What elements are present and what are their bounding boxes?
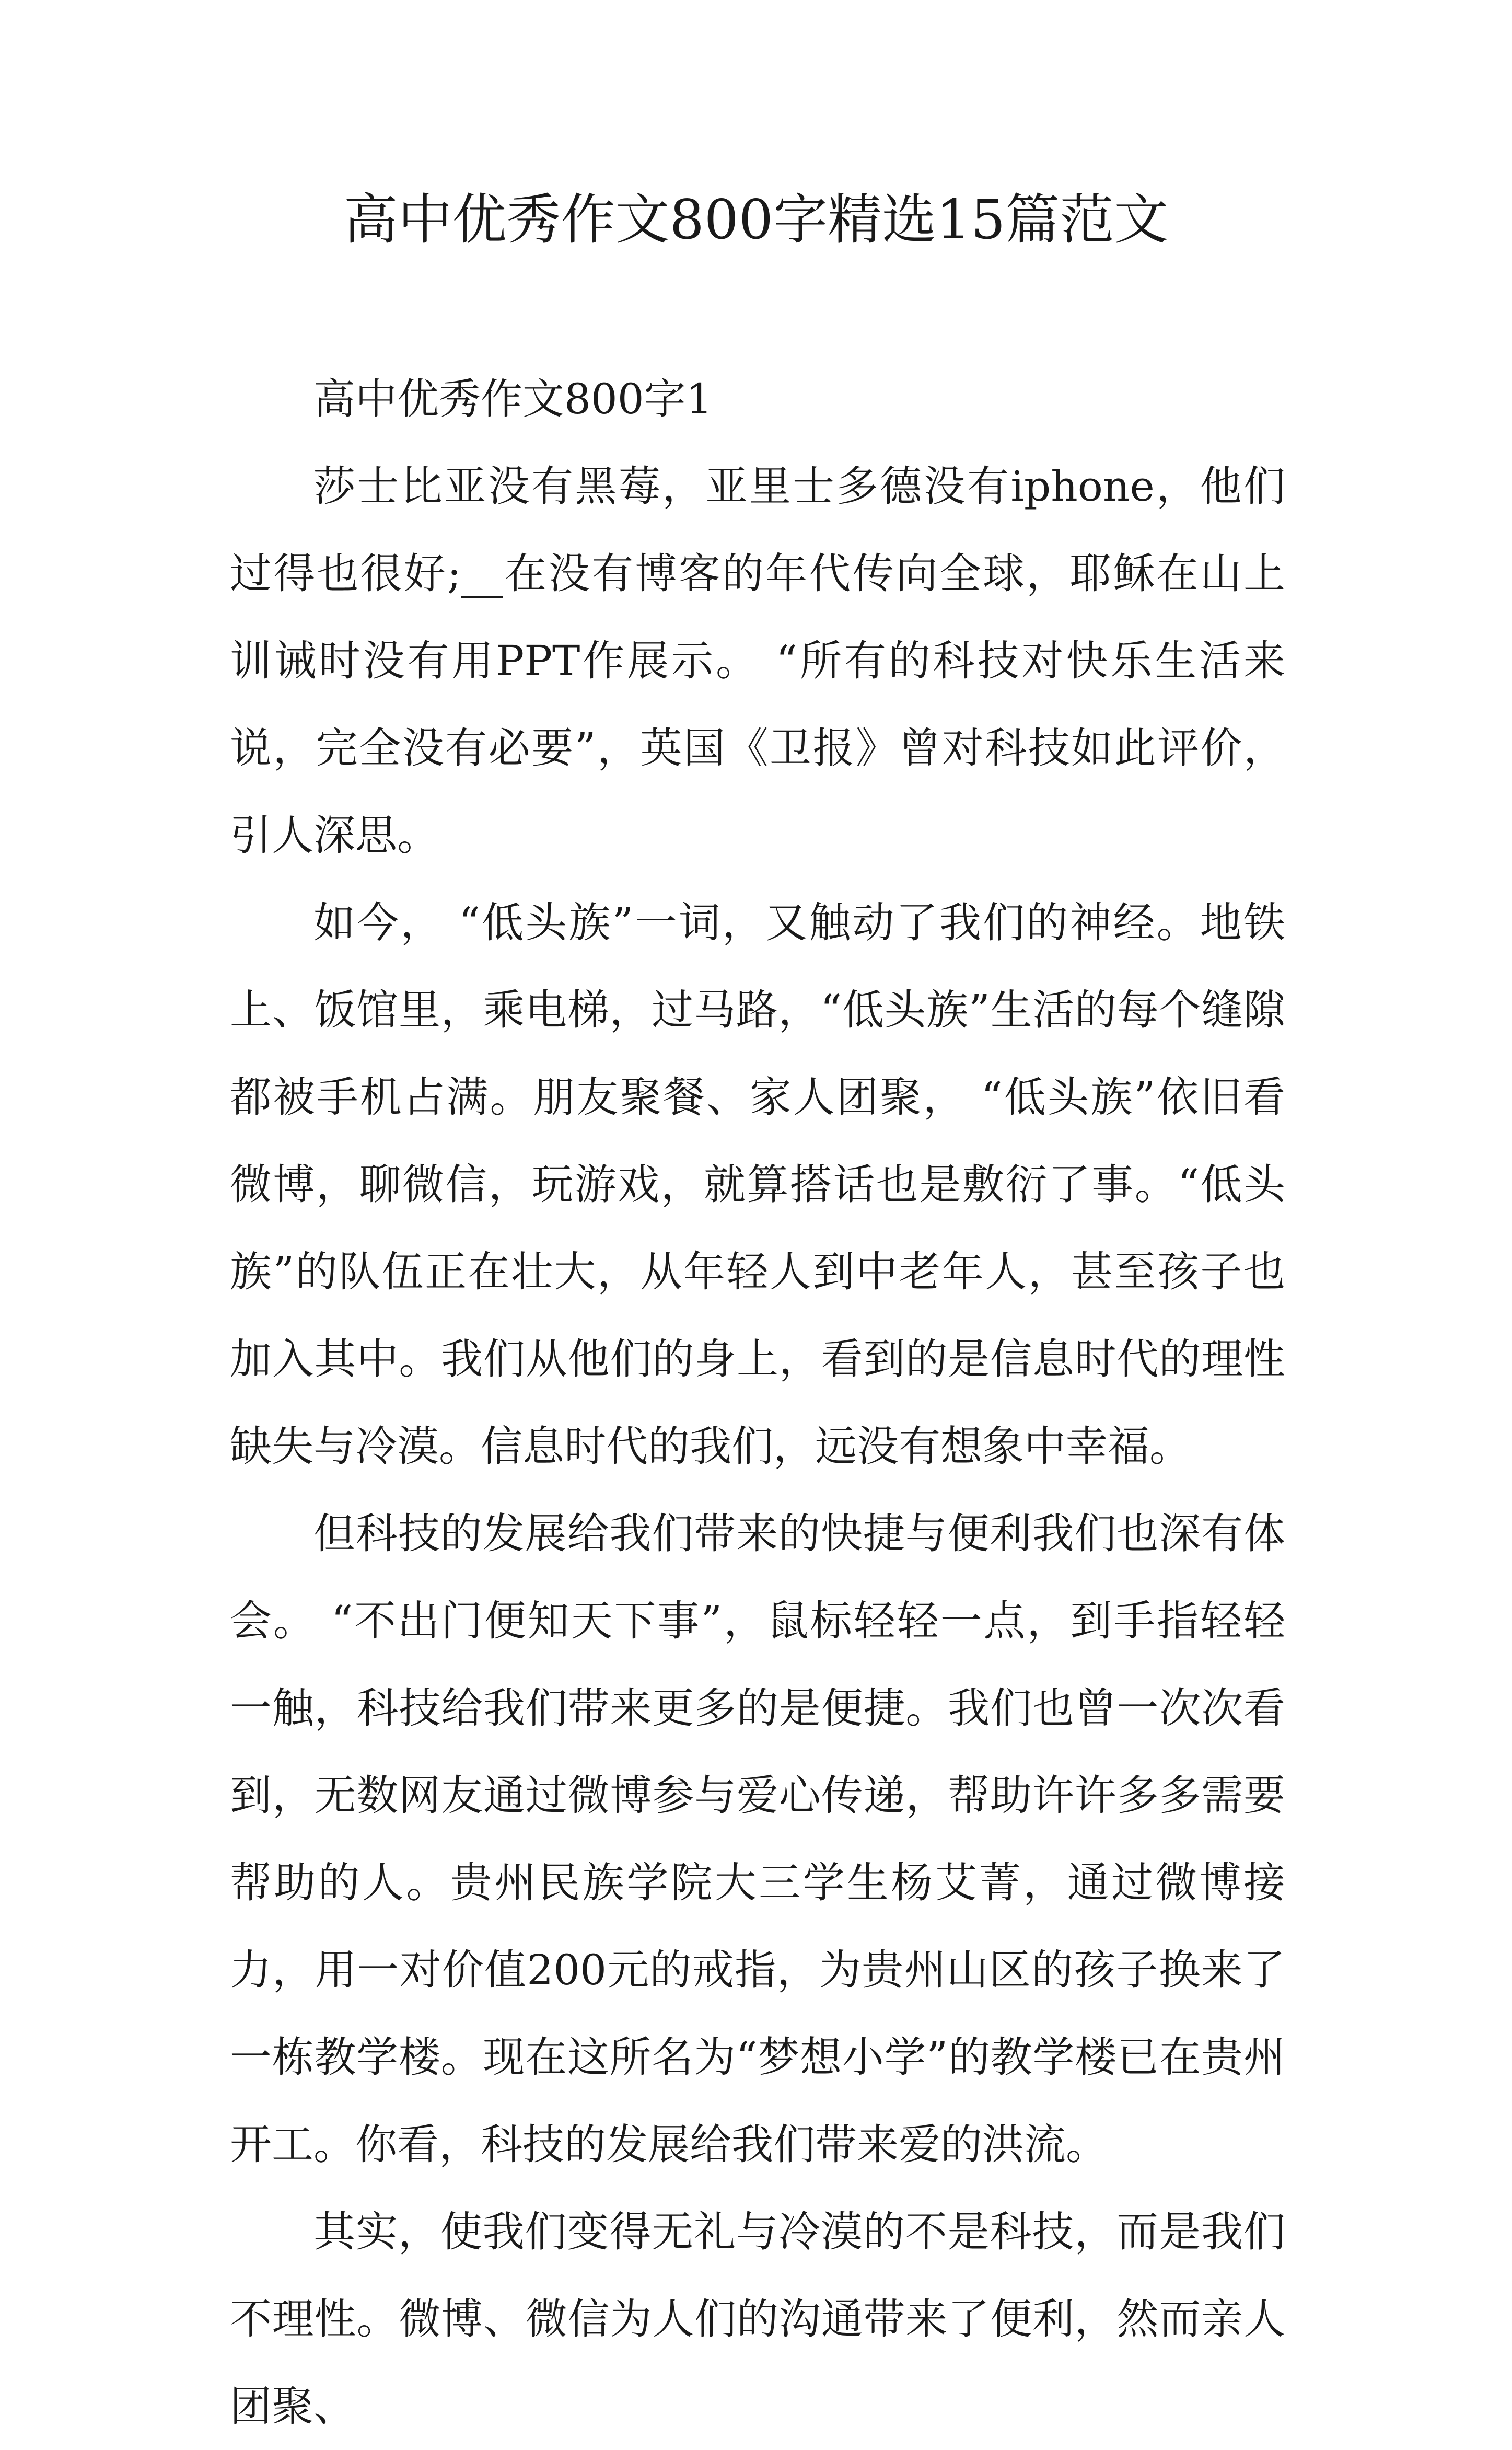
paragraph-3: 但科技的发展给我们带来的快捷与便利我们也深有体会。 “不出门便知天下事”，鼠标轻轻一点，到手指轻轻一触，科技给我们带来更多的是便捷。我们也曾一次次看到，无数网友通过微博参与爱心传递，帮助许许多多需要帮助的人。贵州民族学院大三学生杨艾菁，通过微博接力，用一对价值200元的戒指，为贵州山区的孩子换来了一栋教学楼。现在这所名为“梦想小学”的教学楼已在贵州开工。你看，科技的发展给我们带来爱的洪流。 [230, 1509, 1285, 2169]
paragraph-1: 莎士比亚没有黑莓，亚里士多德没有iphone，他们过得也很好;__在没有博客的年代传向全球，耶稣在山上训诫时没有用PPT作展示。 “所有的科技对快乐生活来说，完全没有必要”，英国《卫报》曾对科技如此评价，引人深思。 [230, 462, 1285, 860]
document-body [230, 355, 1285, 2450]
paragraph-2: 如今， “低头族”一词，又触动了我们的神经。地铁上、饭馆里，乘电梯，过马路，“低头族”生活的每个缝隙都被手机占满。朋友聚餐、家人团聚， “低头族”依旧看微博，聊微信，玩游戏，就算搭话也是敷衍了事。“低头族”的队伍正在壮大，从年轻人到中老年人，甚至孩子也加入其中。我们从他们的身上，看到的是信息时代的理性缺失与冷漠。信息时代的我们，远没有想象中幸福。 [230, 898, 1285, 1471]
document-title: 高中优秀作文800字精选15篇范文 [343, 188, 1169, 251]
section-heading: 高中优秀作文800字1 [313, 375, 713, 423]
paragraph-4: 其实，使我们变得无礼与冷漠的不是科技，而是我们不理性。微博、微信为人们的沟通带来了便利，然而亲人团聚、 [230, 2208, 1285, 2431]
